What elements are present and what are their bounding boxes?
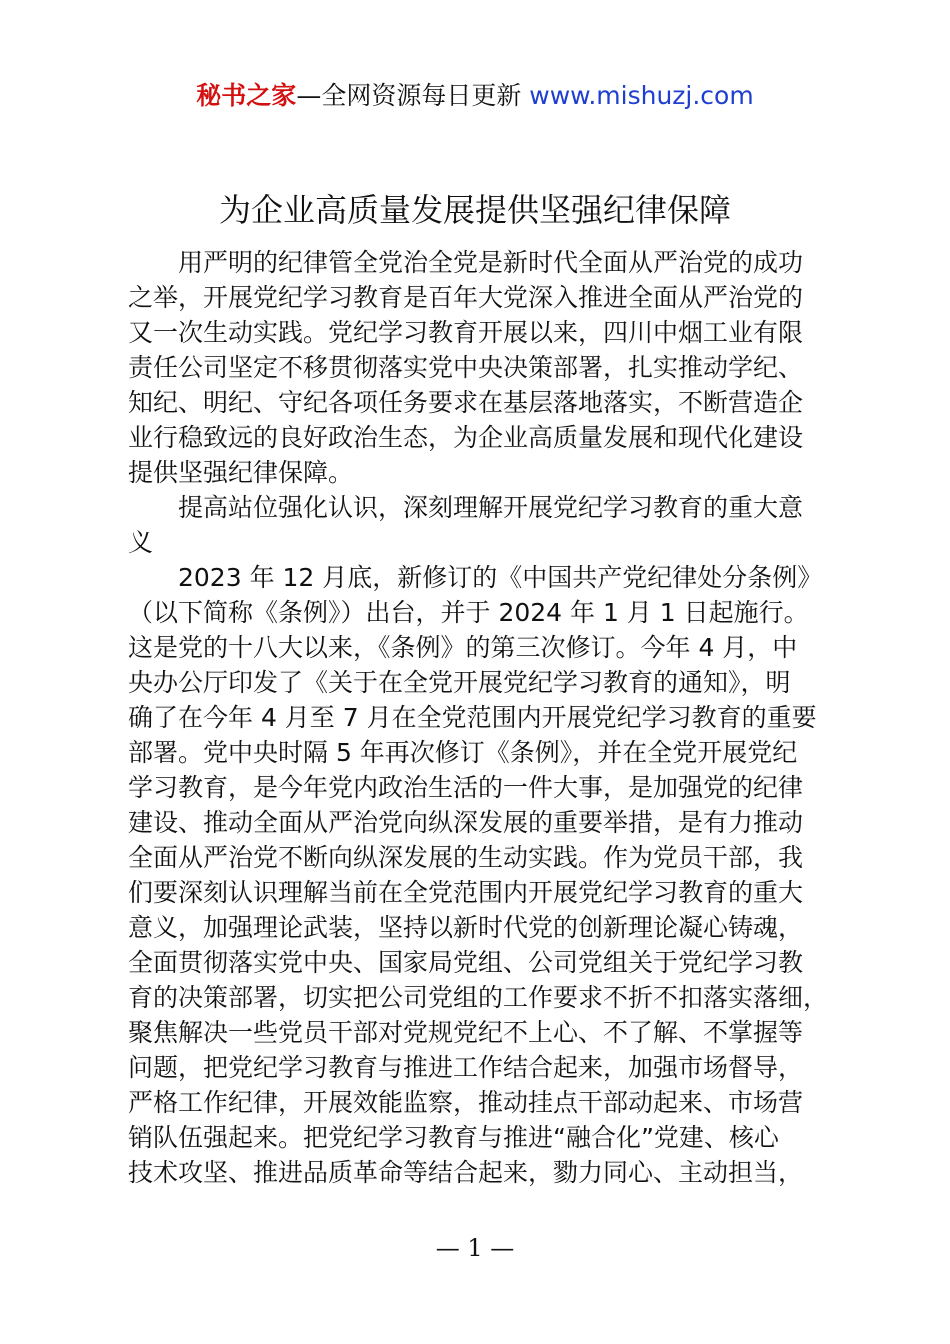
text-line: 用严明的纪律管全党治全党是新时代全面从严治党的成功 bbox=[178, 248, 804, 277]
brand-name: 秘书之家 bbox=[196, 81, 297, 110]
header-tagline: —全网资源每日更新 bbox=[296, 81, 522, 110]
text-line: 责任公司坚定不移贯彻落实党中央决策部署，扎实推动学纪、 bbox=[128, 353, 804, 382]
text-line: 全面从严治党不断向纵深发展的生动实践。作为党员干部，我 bbox=[128, 843, 804, 872]
page-number-text: — 1 — bbox=[435, 1234, 515, 1262]
text-line: 央办公厅印发了《关于在全党开展党纪学习教育的通知》，明 bbox=[128, 668, 791, 697]
text-line: 这是党的十八大以来，《条例》的第三次修订。今年 4 月，中 bbox=[128, 633, 798, 662]
text-line: 知纪、明纪、守纪各项任务要求在基层落地落实，不断营造企 bbox=[128, 388, 804, 417]
text-line: 销队伍强起来。把党纪学习教育与推进“融合化”党建、核心 bbox=[128, 1123, 779, 1152]
text-line: 部署。党中央时隔 5 年再次修订《条例》，并在全党开展党纪 bbox=[128, 738, 798, 767]
text-line: 又一次生动实践。党纪学习教育开展以来，四川中烟工业有限 bbox=[128, 318, 804, 347]
site-url-link[interactable]: www.mishuzj.com bbox=[529, 81, 754, 110]
paragraph-intro bbox=[128, 245, 840, 490]
text-line: 确了在今年 4 月至 7 月在全党范围内开展党纪学习教育的重要 bbox=[128, 703, 817, 732]
text-line: 意义，加强理论武装，坚持以新时代党的创新理论凝心铸魂， bbox=[128, 913, 804, 942]
text-line: 全面贯彻落实党中央、国家局党组、公司党组关于党纪学习教 bbox=[128, 948, 804, 977]
text-line: 育的决策部署，切实把公司党组的工作要求不折不扣落实落细， bbox=[128, 983, 829, 1012]
text-line: 2023 年 12 月底，新修订的《中国共产党纪律处分条例》 bbox=[178, 563, 823, 592]
text-line: 之举，开展党纪学习教育是百年大党深入推进全面从严治党的 bbox=[128, 283, 804, 312]
text-line: 业行稳致远的良好政治生态，为企业高质量发展和现代化建设 bbox=[128, 423, 804, 452]
text-line: 建设、推动全面从严治党向纵深发展的重要举措，是有力推动 bbox=[128, 808, 804, 837]
text-line: 严格工作纪律，开展效能监察，推动挂点干部动起来、市场营 bbox=[128, 1088, 804, 1117]
section-heading bbox=[128, 490, 840, 560]
text-line: （以下简称《条例》）出台，并于 2024 年 1 月 1 日起施行。 bbox=[128, 598, 809, 627]
text-line: 技术攻坚、推进品质革命等结合起来，勠力同心、主动担当， bbox=[128, 1158, 804, 1187]
text-line: 提高站位强化认识，深刻理解开展党纪学习教育的重大意 bbox=[178, 493, 804, 522]
text-line: 问题，把党纪学习教育与推进工作结合起来，加强市场督导， bbox=[128, 1053, 804, 1082]
page-number bbox=[0, 1233, 950, 1263]
text-line: 义 bbox=[128, 528, 154, 557]
text-line: 学习教育，是今年党内政治生活的一件大事，是加强党的纪律 bbox=[128, 773, 804, 802]
document-body bbox=[128, 245, 840, 1190]
text-line: 提供坚强纪律保障。 bbox=[128, 458, 354, 487]
site-header bbox=[0, 80, 950, 112]
text-line: 们要深刻认识理解当前在全党范围内开展党纪学习教育的重大 bbox=[128, 878, 804, 907]
text-line: 聚焦解决一些党员干部对党规党纪不上心、不了解、不掌握等 bbox=[128, 1018, 804, 1047]
document-title: 为企业高质量发展提供坚强纪律保障 bbox=[218, 191, 731, 229]
paragraph-body bbox=[128, 560, 840, 1190]
